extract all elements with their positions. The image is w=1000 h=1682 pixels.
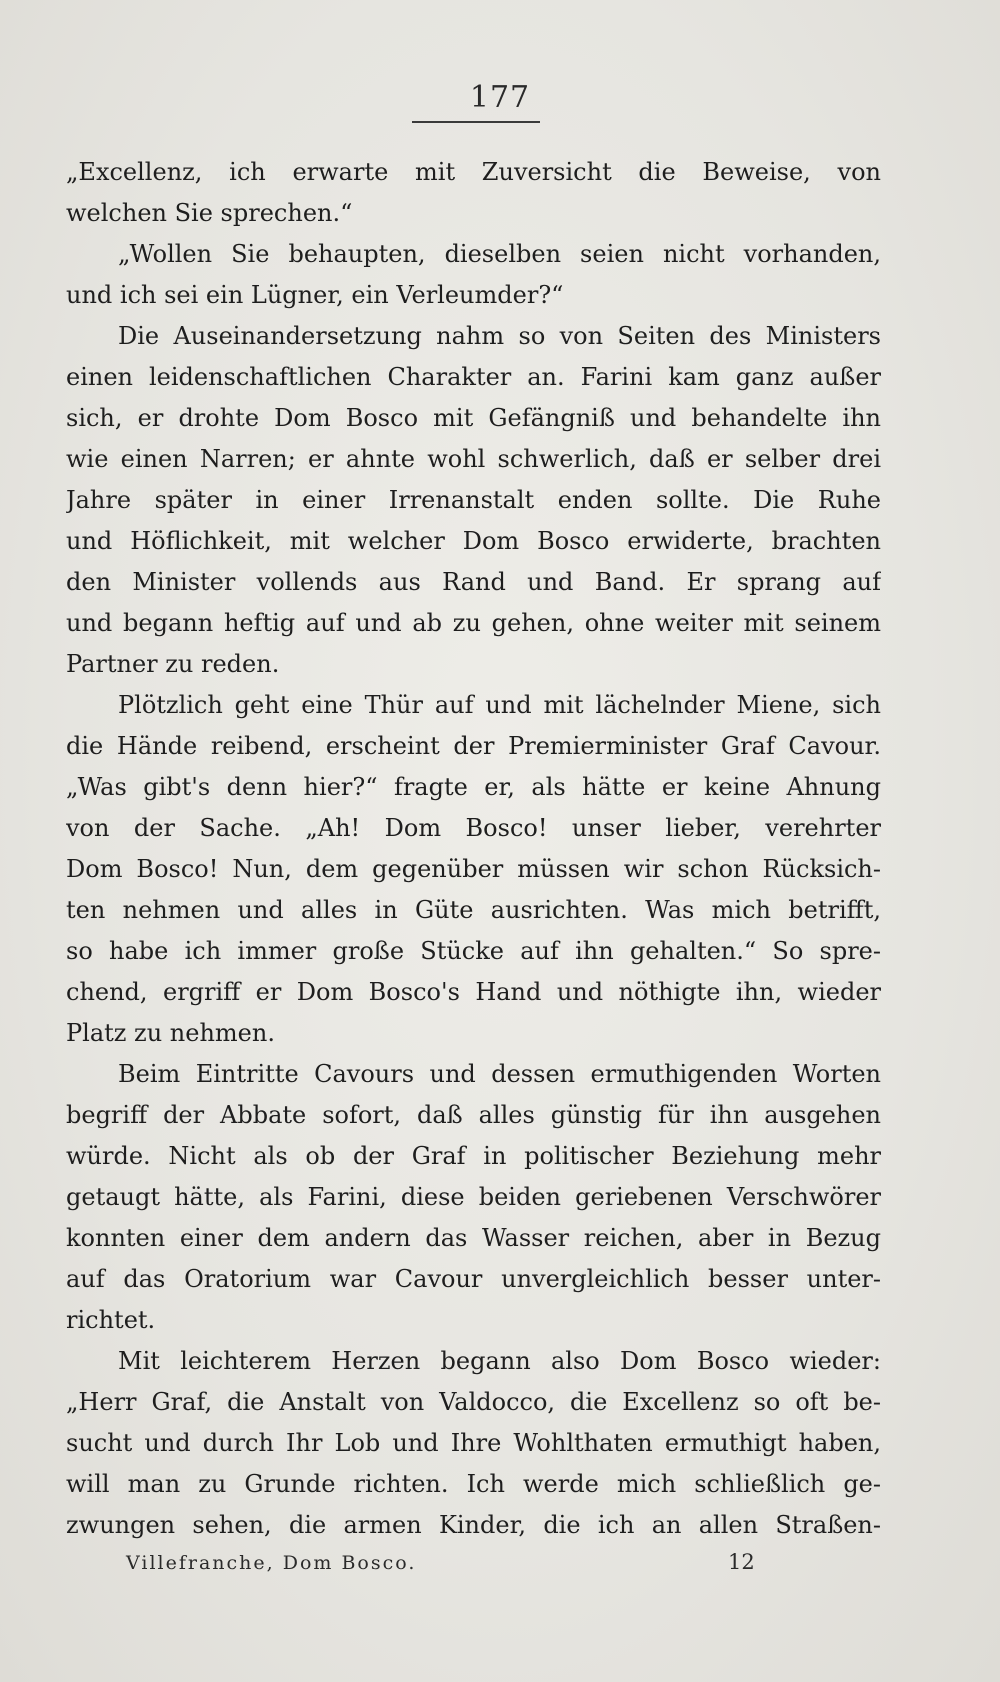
text-line: Jahre später in einer Irrenanstalt enden sollte. Die Ruhe (66, 486, 881, 514)
text-line: ten nehmen und alles in Güte ausrichten. Was mich betrifft, (66, 896, 881, 924)
text-line: konnten einer dem andern das Wasser reichen, aber in Bezug (66, 1224, 881, 1252)
text-line: einen leidenschaftlichen Charakter an. Farini kam ganz außer (66, 363, 881, 391)
text-line: chend, ergriff er Dom Bosco's Hand und nöthigte ihn, wieder (66, 978, 881, 1006)
text-line: Partner zu reden. (66, 650, 280, 678)
text-line: Dom Bosco! Nun, dem gegenüber müssen wir schon Rücksich- (66, 855, 881, 883)
text-line: die Hände reibend, erscheint der Premierminister Graf Cavour. (66, 732, 881, 760)
text-line: welchen Sie sprechen.“ (66, 199, 353, 227)
text-line: wie einen Narren; er ahnte wohl schwerlich, daß er selber drei (66, 445, 881, 473)
text-line: begriff der Abbate sofort, daß alles günstig für ihn ausgehen (66, 1101, 881, 1129)
text-line: den Minister vollends aus Rand und Band. Er sprang auf (66, 568, 881, 596)
text-line: und begann heftig auf und ab zu gehen, ohne weiter mit seinem (66, 609, 881, 637)
text-line: und ich sei ein Lügner, ein Verleumder?“ (66, 281, 564, 309)
text-line: Mit leichterem Herzen begann also Dom Bosco wieder: (118, 1347, 881, 1375)
text-line: „Herr Graf, die Anstalt von Valdocco, die Excellenz so oft be- (66, 1388, 881, 1416)
signature-mark: 12 (728, 1550, 755, 1574)
text-line: Platz zu nehmen. (66, 1019, 275, 1047)
text-line: Die Auseinandersetzung nahm so von Seiten des Ministers (118, 322, 881, 350)
text-line: „Wollen Sie behaupten, dieselben seien nicht vorhanden, (118, 240, 881, 268)
text-line: Beim Eintritte Cavours und dessen ermuthigenden Worten (118, 1060, 881, 1088)
page-number: 177 (469, 80, 531, 115)
text-line: zwungen sehen, die armen Kinder, die ich an allen Straßen- (66, 1511, 881, 1539)
body-text (66, 152, 881, 1546)
text-line: „Excellenz, ich erwarte mit Zuversicht die Beweise, von (66, 158, 881, 186)
page-footer: Villefranche, Dom Bosco. (126, 1552, 417, 1574)
text-line: richtet. (66, 1306, 156, 1334)
text-line: „Was gibt's denn hier?“ fragte er, als hätte er keine Ahnung (66, 773, 881, 801)
text-line: getaugt hätte, als Farini, diese beiden geriebenen Verschwörer (66, 1183, 881, 1211)
text-line: auf das Oratorium war Cavour unvergleichlich besser unter- (66, 1265, 881, 1293)
text-line: würde. Nicht als ob der Graf in politischer Beziehung mehr (66, 1142, 881, 1170)
text-line: so habe ich immer große Stücke auf ihn gehalten.“ So spre- (66, 937, 881, 965)
text-line: und Höflichkeit, mit welcher Dom Bosco erwiderte, brachten (66, 527, 881, 555)
text-line: sucht und durch Ihr Lob und Ihre Wohlthaten ermuthigt haben, (66, 1429, 881, 1457)
text-line: von der Sache. „Ah! Dom Bosco! unser lieber, verehrter (66, 814, 881, 842)
header-rule (412, 121, 540, 123)
text-line: will man zu Grunde richten. Ich werde mich schließlich ge- (66, 1470, 881, 1498)
text-line: sich, er drohte Dom Bosco mit Gefängniß und behandelte ihn (66, 404, 881, 432)
text-line: Plötzlich geht eine Thür auf und mit lächelnder Miene, sich (118, 691, 881, 719)
